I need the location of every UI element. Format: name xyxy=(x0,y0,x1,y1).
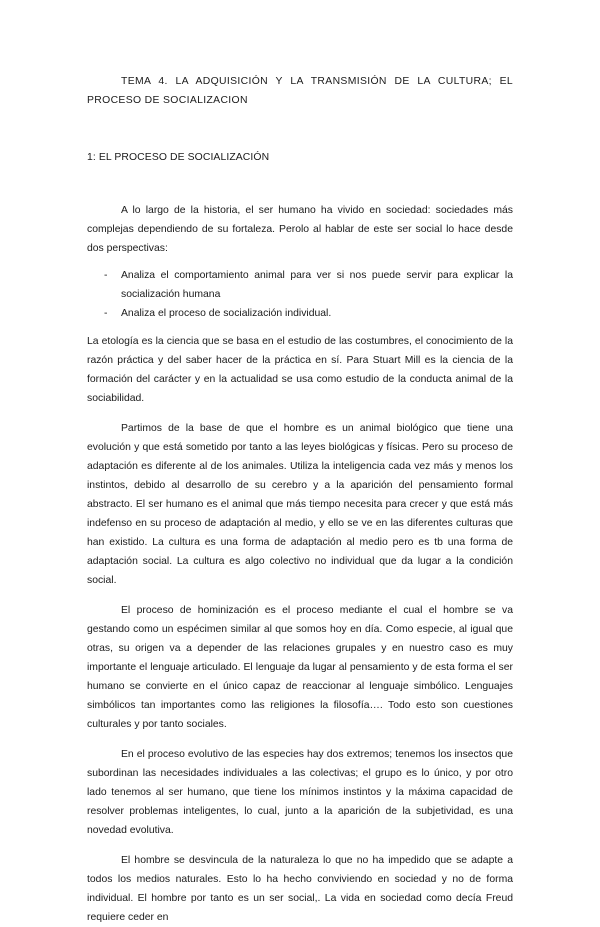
list-item-text: Analiza el comportamiento animal para ver si nos puede servir para explicar la socialización humana xyxy=(121,270,513,300)
list-marker: - xyxy=(104,308,108,319)
body-paragraph: El proceso de hominización es el proceso mediante el cual el hombre se va gestando como un espécimen similar al que somos hoy en día. Como especie, al igual que otras, su origen va a depender de las relaciones grupales y en nuestro caso es muy importante el lenguaje articulado. El lenguaje da lugar al pensamiento y de esta forma el ser humano se convierte en el único capaz de reaccionar al lenguaje simbólico. Lenguajes simbólicos tan importantes como las religiones la filosofía…. Todo esto son cuestiones culturales y por tanto sociales. xyxy=(87,605,513,730)
body-paragraph: El hombre se desvincula de la naturaleza lo que no ha impedido que se adapte a todos los medios naturales. Esto lo ha hecho conviviendo en sociedad y no de forma individual. El hombre por tanto es un ser social,. La vida en sociedad como decía Freud requiere ceder en xyxy=(87,855,513,923)
body-paragraph: En el proceso evolutivo de las especies hay dos extremos; tenemos los insectos que subordinan las necesidades individuales a las colectivas; el grupo es lo único, y por otro lado tenemos al ser humano, que tiene los mínimos instintos y la máxima capacidad de resolver problemas inteligentes, lo cual, junto a la aparición de la subjetividad, es una novedad evolutiva. xyxy=(87,749,513,836)
list-item-text: Analiza el proceso de socialización individual. xyxy=(121,308,332,319)
section-heading: 1: EL PROCESO DE SOCIALIZACIÓN xyxy=(87,152,270,163)
document-title: TEMA 4. LA ADQUISICIÓN Y LA TRANSMISIÓN DE LA CULTURA; EL PROCESO DE SOCIALIZACION xyxy=(87,76,513,106)
perspectives-list xyxy=(87,266,513,323)
body-paragraph: La etología es la ciencia que se basa en el estudio de las costumbres, el conocimiento de la razón práctica y del saber hacer de la práctica en sí. Para Stuart Mill es la ciencia de la formación del carácter y en la actualidad se usa como estudio de la conducta animal de la sociabilidad. xyxy=(87,336,513,404)
list-item xyxy=(87,304,513,323)
intro-paragraph: A lo largo de la historia, el ser humano ha vivido en sociedad: sociedades más complejas dependiendo de su fortaleza. Perolo al hablar de este ser social lo hace desde dos perspectivas: xyxy=(87,205,513,254)
list-item xyxy=(87,266,513,304)
body-paragraph: Partimos de la base de que el hombre es un animal biológico que tiene una evolución y que está sometido por tanto a las leyes biológicas y físicas. Pero su proceso de adaptación es diferente al de los animales. Utiliza la inteligencia cada vez más y menos los instintos, debido al desarrollo de su cerebro y a la aparición del pensamiento formal abstracto. El ser humano es el animal que más tiempo necesita para crecer y que está más indefenso en su proceso de adaptación al medio, y ello se ve en las diferentes culturas que han existido. La cultura es una forma de adaptación al medio pero es tb una forma de adaptación social. La cultura es algo colectivo no individual que da lugar a la condición social. xyxy=(87,423,513,586)
list-marker: - xyxy=(104,270,108,281)
